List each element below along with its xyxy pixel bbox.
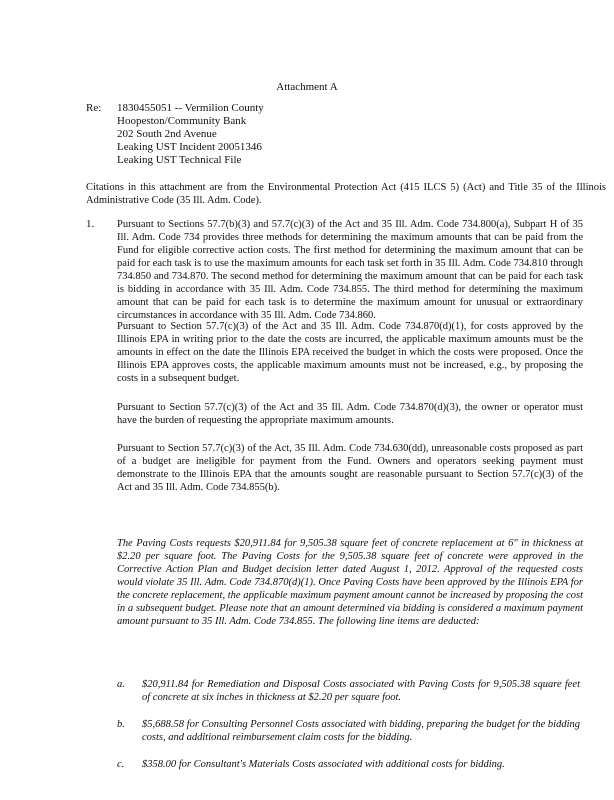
paving-costs-paragraph: The Paving Costs requests $20,911.84 for 9,505.38 square feet of concrete replacement at 6" in thickness at $2.20 per square foot. The Paving Costs for the 9,505.38 square feet of concrete were approved in the Corrective Action Plan and Budget decision letter dated August 1, 2012. Approval of the requested costs would violate 35 Ill. Adm. Code 734.870(d)(1). Once Paving Costs have been approved by the Illinois EPA for the concrete replacement, the applicable maximum payment amount cannot be increased by proposing the cost in a subsequent budget. Please note that an amount determined via bidding is considered a maximum payment amount pursuant to 35 Ill. Adm. Code 734.855. The following line items are deducted: bbox=[117, 538, 583, 627]
document-title: Attachment A bbox=[276, 81, 338, 93]
list-item-text: $358.00 for Consultant's Materials Costs associated with additional costs for bidding. bbox=[142, 759, 505, 770]
re-line: 202 South 2nd Avenue bbox=[117, 128, 217, 140]
re-line: Leaking UST Incident 20051346 bbox=[117, 141, 262, 153]
body-paragraph: Pursuant to Sections 57.7(b)(3) and 57.7(c)(3) of the Act and 35 Ill. Adm. Code 734.800(a), Subpart H of 35 Ill. Adm. Code 734 provides three methods for determining the maximum amounts that can be paid from the Fund for eligible corrective action costs. The first method for determining the maximum amount that can be paid for each task is to use the maximum amounts for each task set forth in 35 Ill. Adm. Code 734.810 through 734.850 and 734.870. The second method for determining the maximum amount that can be paid for each task is bidding in accordance with 35 Ill. Adm. Code 734.855. The third method for determining the maximum amount that can be paid for each task is to determine the maximum amount for unusual or extraordinary circumstances in accordance with 35 Ill. Adm. Code 734.860. bbox=[117, 219, 583, 321]
list-item-letter: c. bbox=[117, 759, 125, 770]
re-line: 1830455051 -- Vermilion County bbox=[117, 102, 264, 114]
body-paragraph: Pursuant to Section 57.7(c)(3) of the Act and 35 Ill. Adm. Code 734.870(d)(3), the owner or operator must have the burden of requesting the appropriate maximum amounts. bbox=[117, 402, 583, 426]
list-item-letter: b. bbox=[117, 719, 125, 730]
list-item-letter: a. bbox=[117, 679, 125, 690]
list-item-text: $20,911.84 for Remediation and Disposal Costs associated with Paving Costs for 9,505.38 square feet of concrete at six inches in thickness at $2.20 per square foot. bbox=[142, 679, 580, 703]
intro-paragraph: Citations in this attachment are from the Environmental Protection Act (415 ILCS 5) (Act) and Title 35 of the Illinois Administrative Code (35 Ill. Adm. Code). bbox=[86, 182, 606, 206]
re-address-block bbox=[117, 102, 264, 167]
list-item-text: $5,688.58 for Consulting Personnel Costs associated with bidding, preparing the budget for the bidding costs, and additional reimbursement claim costs for the bidding. bbox=[142, 719, 580, 743]
body-paragraph: Pursuant to Section 57.7(c)(3) of the Act and 35 Ill. Adm. Code 734.870(d)(1), for costs approved by the Illinois EPA in writing prior to the date the costs are incurred, the applicable maximum amounts must be the amounts in effect on the date the Illinois EPA received the budget in which the costs were proposed. Once the Illinois EPA approves costs, the applicable maximum amounts must not be increased, e.g., by proposing the costs in a subsequent budget. bbox=[117, 321, 583, 384]
re-label: Re: bbox=[86, 102, 102, 114]
re-line: Hoopeston/Community Bank bbox=[117, 115, 247, 127]
item-number: 1. bbox=[86, 218, 95, 230]
body-paragraph: Pursuant to Section 57.7(c)(3) of the Act, 35 Ill. Adm. Code 734.630(dd), unreasonable costs proposed as part of a budget are ineligible for payment from the Fund. Owners and operators seeking payment must demonstrate to the Illinois EPA that the amounts sought are reasonable pursuant to Section 57.7(c)(3) of the Act and 35 Ill. Adm. Code 734.855(b). bbox=[117, 443, 583, 493]
re-line: Leaking UST Technical File bbox=[117, 154, 242, 166]
